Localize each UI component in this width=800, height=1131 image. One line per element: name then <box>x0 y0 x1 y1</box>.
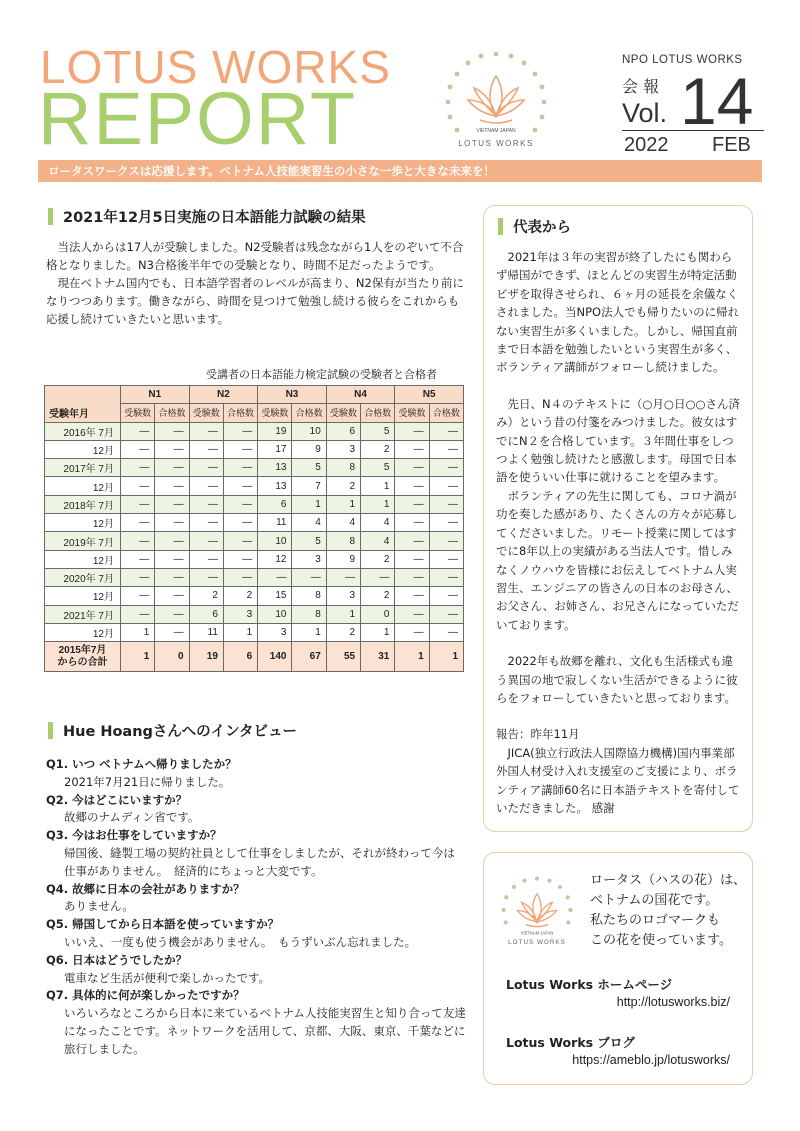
interview-qa <box>46 756 466 1059</box>
logo-text-bottom: LOTUS WORKS <box>508 939 566 947</box>
report-title-line1: LOTUS WORKS <box>40 41 391 93</box>
interview-question: Q6. 日本はどうでしたか？ <box>46 952 188 967</box>
table-cell: 1 <box>326 605 360 623</box>
table-cell: ― <box>429 587 463 605</box>
table-cell: 4 <box>292 514 326 532</box>
sub-header: 合格数 <box>292 404 326 422</box>
report-text: JICA(独立行政法人国際協力機構)国内事業部外国人材受け入れ支援室のご支援により、ボランティア講師60名に日本語テキストを寄付していただきました。 感謝 <box>496 745 740 815</box>
table-cell: ― <box>395 514 429 532</box>
about-line: ロータス（ハスの花）は、 <box>590 873 747 888</box>
table-cell: ― <box>429 623 463 641</box>
interview-section-title <box>48 720 297 741</box>
table-cell: ― <box>121 495 155 513</box>
total-cell: 19 <box>189 642 223 672</box>
table-cell: ― <box>155 459 189 477</box>
table-cell: ― <box>429 495 463 513</box>
table-cell: 0 <box>361 605 395 623</box>
table-row <box>45 495 464 513</box>
table-cell: 5 <box>292 459 326 477</box>
table-cell: ― <box>429 568 463 586</box>
table-cell: ― <box>189 532 223 550</box>
table-cell: ― <box>223 422 257 440</box>
table-cell: ― <box>155 532 189 550</box>
homepage-title: Lotus Works ホームページ <box>506 977 673 992</box>
table-cell: ― <box>155 514 189 532</box>
interview-answer: いろいろなところから日本に来ているベトナム人技能実習生と知り合って友達になったことです。ネットワークを活用して、京都、大阪、東京、千葉などに旅行しました。 <box>64 1006 466 1056</box>
table-cell: ― <box>189 514 223 532</box>
table-cell: 13 <box>258 477 292 495</box>
masthead-org: NPO LOTUS WORKS <box>622 54 743 66</box>
level-header: N3 <box>258 386 327 404</box>
table-cell: ― <box>429 440 463 458</box>
table-cell: ― <box>189 440 223 458</box>
masthead-vol-number: 14 <box>680 64 754 138</box>
table-cell: 1 <box>292 495 326 513</box>
table-cell: 9 <box>292 440 326 458</box>
row-label: 12月 <box>45 440 121 458</box>
table-cell: ― <box>395 568 429 586</box>
table-cell: ― <box>429 477 463 495</box>
blog-link[interactable]: https://ameblo.jp/lotusworks/ <box>572 1053 730 1067</box>
sub-header: 合格数 <box>223 404 257 422</box>
table-cell: 2 <box>326 477 360 495</box>
interview-question: Q4. 故郷に日本の会社がありますか？ <box>46 881 245 896</box>
about-text <box>590 871 746 951</box>
total-cell: 67 <box>292 642 326 672</box>
lotus-logo-icon <box>440 46 552 158</box>
table-cell: 7 <box>292 477 326 495</box>
logo-text-top: VIETNAM JAPAN <box>520 930 554 936</box>
table-cell: ― <box>121 477 155 495</box>
col-header-date: 受験年月 <box>45 386 121 423</box>
exam-section-title <box>48 206 366 227</box>
level-header: N1 <box>121 386 190 404</box>
table-cell: 10 <box>258 532 292 550</box>
sub-header: 受験数 <box>326 404 360 422</box>
table-cell: ― <box>326 568 360 586</box>
table-cell: 3 <box>326 440 360 458</box>
representative-paragraph: 2022年も故郷を離れ、文化も生活様式も違う異国の地で寂しくない生活ができるように彼らをフォローしていきたいと思っております。 <box>496 654 738 705</box>
level-header: N4 <box>326 386 395 404</box>
table-cell: 4 <box>326 514 360 532</box>
interview-question: Q5. 帰国してから日本語を使っていますか？ <box>46 917 280 932</box>
total-cell: 1 <box>429 642 463 672</box>
table-cell: ― <box>258 568 292 586</box>
section-marker <box>498 218 503 235</box>
representative-title-text: 代表から <box>513 220 571 236</box>
sub-header: 合格数 <box>361 404 395 422</box>
table-cell: 1 <box>121 623 155 641</box>
total-label <box>45 642 121 672</box>
table-row <box>45 587 464 605</box>
masthead-divider <box>622 130 764 131</box>
interview-answer: いいえ、一度も使う機会がありません。 もうずいぶん忘れました。 <box>64 934 417 949</box>
row-label: 12月 <box>45 550 121 568</box>
row-label: 2016年 7月 <box>45 422 121 440</box>
table-cell: ― <box>121 605 155 623</box>
table-cell: 3 <box>223 605 257 623</box>
table-cell: ― <box>189 459 223 477</box>
table-cell: ― <box>189 568 223 586</box>
total-cell: 1 <box>121 642 155 672</box>
section-marker <box>48 208 53 225</box>
masthead <box>622 54 764 156</box>
representative-paragraph: 2021年は３年の実習が終了したにも関わらず帰国ができず、ほとんどの実習生が特定活動ビザを取得させられ、６ヶ月の延長を余儀なくされました。当NPO法人でも帰りたいのに帰れない実習生が多くいました。しかし、帰国直前まで日本語を勉強したいという実習生が多く、ボランティア講師がフォローし続けました。 <box>496 250 740 375</box>
representative-title <box>498 216 571 237</box>
table-cell: ― <box>429 550 463 568</box>
masthead-month: FEB <box>712 134 751 156</box>
table-cell: ― <box>155 495 189 513</box>
interview-question: Q3. 今はお仕事をしていますか？ <box>46 828 222 843</box>
table-cell: 12 <box>258 550 292 568</box>
table-cell: ― <box>121 587 155 605</box>
sub-header: 合格数 <box>155 404 189 422</box>
table-cell: ― <box>155 605 189 623</box>
table-cell: 8 <box>326 532 360 550</box>
exam-results-table <box>44 385 464 672</box>
table-cell: 17 <box>258 440 292 458</box>
representative-body <box>496 248 742 817</box>
row-label: 2021年 7月 <box>45 605 121 623</box>
exam-paragraph: 現在ベトナム国内でも、日本語学習者のレベルが高まり、N2保有が当たり前になりつつあります。働きながら、時間を見つけて勉強し続ける彼らをこれからも応援し続けていきたいと思います。 <box>46 276 464 326</box>
table-cell: ― <box>223 568 257 586</box>
table-cell: 8 <box>292 587 326 605</box>
table-cell: 6 <box>326 422 360 440</box>
total-cell: 1 <box>395 642 429 672</box>
representative-paragraph: 先日、N４のテキストに（○月○日○○さん済み）という昔の付箋をみつけました。彼女はすでにN２を合格しています。３年間仕事をしつつよく勉強し続けたと感激します。母国で日本語を使ういい仕事に就けることを望みます。 <box>496 396 741 485</box>
row-label: 2017年 7月 <box>45 459 121 477</box>
table-cell: ― <box>429 532 463 550</box>
table-cell: ― <box>121 568 155 586</box>
table-cell: ― <box>395 495 429 513</box>
table-cell: ― <box>223 514 257 532</box>
table-cell: 15 <box>258 587 292 605</box>
about-line: ベトナムの国花です。 <box>590 893 719 908</box>
row-label: 2019年 7月 <box>45 532 121 550</box>
table-cell: ― <box>121 440 155 458</box>
total-row <box>45 642 464 672</box>
table-cell: ― <box>395 587 429 605</box>
exam-title-text: 2021年12月5日実施の日本語能力試験の結果 <box>63 210 366 226</box>
total-cell: 140 <box>258 642 292 672</box>
about-line: この花を使っています。 <box>590 933 732 948</box>
row-label: 12月 <box>45 477 121 495</box>
table-cell: ― <box>429 514 463 532</box>
table-cell: 19 <box>258 422 292 440</box>
table-row <box>45 514 464 532</box>
table-cell: ― <box>395 477 429 495</box>
table-cell: ― <box>155 477 189 495</box>
exam-paragraph: 当法人からは17人が受験しました。N2受験者は残念ながら1人をのぞいて不合格となりました。N3合格後半年での受験となり、時間不足だったようです。 <box>46 240 464 272</box>
exam-body <box>46 238 466 328</box>
table-cell: 3 <box>326 587 360 605</box>
table-cell: 10 <box>292 422 326 440</box>
row-label: 12月 <box>45 514 121 532</box>
table-cell: ― <box>395 550 429 568</box>
report-title-line2: REPORT <box>38 77 358 160</box>
row-label: 12月 <box>45 587 121 605</box>
total-label-line2: からの合計 <box>57 656 108 668</box>
table-cell: 2 <box>361 440 395 458</box>
table-cell: ― <box>395 459 429 477</box>
table-cell: ― <box>223 550 257 568</box>
table-cell: ― <box>223 495 257 513</box>
total-cell: 31 <box>361 642 395 672</box>
interview-answer: 2021年7月21日に帰りました。 <box>64 774 231 789</box>
table-row <box>45 422 464 440</box>
table-cell: ― <box>361 568 395 586</box>
table-cell: 5 <box>361 422 395 440</box>
table-cell: ― <box>189 422 223 440</box>
blog-title: Lotus Works ブログ <box>506 1035 635 1050</box>
table-cell: ― <box>155 568 189 586</box>
table-cell: ― <box>121 459 155 477</box>
table-cell: 8 <box>326 459 360 477</box>
table-cell: ― <box>395 422 429 440</box>
interview-answer: 帰国後、縫製工場の契約社員として仕事をしましたが、それが終わって今は仕事がありません。 経済的にちょっと大変です。 <box>64 845 455 878</box>
table-cell: 9 <box>326 550 360 568</box>
table-cell: 2 <box>361 550 395 568</box>
logo-text-bottom: LOTUS WORKS <box>458 139 534 148</box>
table-row <box>45 623 464 641</box>
table-cell: 1 <box>361 477 395 495</box>
table-cell: 3 <box>292 550 326 568</box>
tagline-banner: ロータスワークスは応援します。ベトナム人技能実習生の小さな一歩と大きな未来を！ <box>38 160 762 182</box>
table-cell: 1 <box>361 495 395 513</box>
lotus-logo-icon <box>498 873 576 951</box>
table-cell: ― <box>121 422 155 440</box>
about-box <box>483 852 753 1085</box>
table-row <box>45 568 464 586</box>
representative-paragraph: ボランティアの先生に関しても、コロナ渦が功を奏した感があり、たくさんの方々が応募してくださいました。リモート授業に関してはすでに8年以上の実績がある当法人です。惜しみなくノウハウを皆様にお伝えしてベトナム人実習生、エンジニアの皆さんの日本のお母さん、お父さん、お姉さん、お兄さんになっていただいております。 <box>496 488 739 632</box>
table-cell: ― <box>395 440 429 458</box>
level-header: N5 <box>395 386 464 404</box>
section-marker <box>48 722 53 739</box>
interview-answer: ありません。 <box>64 899 134 914</box>
masthead-year: 2022 <box>624 134 669 156</box>
table-cell: ― <box>223 459 257 477</box>
total-cell: 0 <box>155 642 189 672</box>
table-cell: ― <box>292 568 326 586</box>
table-cell: 1 <box>223 623 257 641</box>
total-label-line1: 2015年7月 <box>58 644 107 656</box>
table-cell: ― <box>121 532 155 550</box>
total-cell: 6 <box>223 642 257 672</box>
row-label: 12月 <box>45 623 121 641</box>
table-cell: 5 <box>361 459 395 477</box>
table-cell: ― <box>395 532 429 550</box>
table-caption: 受講者の日本語能力検定試験の受験者と合格者 <box>206 368 437 381</box>
interview-question: Q7. 具体的に何が楽しかったですか？ <box>46 988 245 1003</box>
table-cell: 1 <box>361 623 395 641</box>
total-cell: 55 <box>326 642 360 672</box>
level-header: N2 <box>189 386 258 404</box>
table-cell: ― <box>189 477 223 495</box>
table-cell: 1 <box>292 623 326 641</box>
interview-title-text: Hue Hoangさんへのインタビュー <box>63 724 298 740</box>
table-cell: ― <box>155 587 189 605</box>
table-cell: ― <box>429 605 463 623</box>
table-cell: ― <box>155 550 189 568</box>
masthead-vol-label: Vol. <box>622 98 668 128</box>
table-row <box>45 550 464 568</box>
table-cell: ― <box>121 550 155 568</box>
table-cell: 2 <box>223 587 257 605</box>
table-cell: ― <box>189 495 223 513</box>
table-cell: 2 <box>361 587 395 605</box>
exam-table-body <box>45 422 464 672</box>
interview-answer: 電車など生活が便利で楽しかったです。 <box>64 970 271 985</box>
table-cell: 10 <box>258 605 292 623</box>
table-row <box>45 477 464 495</box>
table-cell: ― <box>155 440 189 458</box>
table-cell: ― <box>155 623 189 641</box>
table-row <box>45 440 464 458</box>
table-cell: 4 <box>361 514 395 532</box>
table-cell: ― <box>429 422 463 440</box>
table-row <box>45 532 464 550</box>
table-cell: ― <box>223 440 257 458</box>
table-cell: 2 <box>326 623 360 641</box>
table-cell: ― <box>395 605 429 623</box>
interview-question: Q1. いつ ベトナムへ帰りましたか？ <box>46 757 237 771</box>
table-cell: ― <box>155 422 189 440</box>
table-cell: 8 <box>292 605 326 623</box>
sub-header: 受験数 <box>189 404 223 422</box>
masthead-kaiho: 会 報 <box>622 77 660 96</box>
representative-box <box>483 205 753 832</box>
about-line: 私たちのロゴマークも <box>590 913 721 928</box>
table-cell: 3 <box>258 623 292 641</box>
table-cell: 5 <box>292 532 326 550</box>
table-row <box>45 605 464 623</box>
row-label: 2020年 7月 <box>45 568 121 586</box>
sub-header: 合格数 <box>429 404 463 422</box>
sub-header: 受験数 <box>121 404 155 422</box>
homepage-link[interactable]: http://lotusworks.biz/ <box>616 995 730 1009</box>
table-cell: ― <box>223 477 257 495</box>
table-cell: ― <box>429 459 463 477</box>
logo-text-top: VIETNAM JAPAN <box>476 128 516 134</box>
sub-header: 受験数 <box>258 404 292 422</box>
table-row <box>45 459 464 477</box>
row-label: 2018年 7月 <box>45 495 121 513</box>
table-cell: ― <box>395 623 429 641</box>
table-cell: 4 <box>361 532 395 550</box>
interview-question: Q2. 今はどこにいますか？ <box>46 792 188 807</box>
report-label: 報告：昨年11月 <box>496 727 580 742</box>
table-cell: 11 <box>258 514 292 532</box>
table-cell: ― <box>189 550 223 568</box>
table-cell: 1 <box>326 495 360 513</box>
sub-header: 受験数 <box>395 404 429 422</box>
table-cell: ― <box>223 532 257 550</box>
table-cell: 6 <box>189 605 223 623</box>
table-cell: 11 <box>189 623 223 641</box>
table-cell: ― <box>121 514 155 532</box>
table-cell: 2 <box>189 587 223 605</box>
table-cell: 13 <box>258 459 292 477</box>
interview-answer: 故郷のナムディン省です。 <box>64 810 200 825</box>
table-cell: 6 <box>258 495 292 513</box>
